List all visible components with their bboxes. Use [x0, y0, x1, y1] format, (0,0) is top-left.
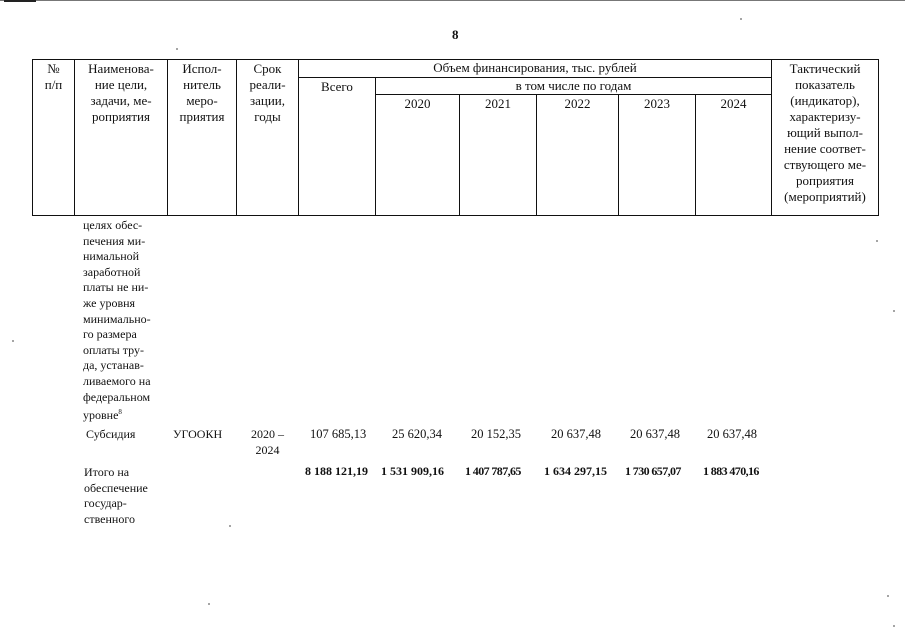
scan-speck — [876, 240, 878, 242]
header-executor: Испол- нитель меро- приятия — [167, 59, 236, 216]
row-continuation-name — [83, 218, 173, 424]
continuation-text: целях обес- печения ми- нимальной заработной платы не ни- же уровня минимально- го размера оплаты тру- да, устанав- ливаемого на федеральном уровне — [83, 218, 151, 423]
total-total: 8 188 121,19 — [305, 464, 368, 478]
subsidy-2022: 20 637,48 — [551, 427, 601, 441]
subsidy-executor: УГООКН — [173, 427, 223, 441]
subsidy-2023: 20 637,48 — [630, 427, 680, 441]
subsidy-term: 2020 – 2024 — [251, 427, 284, 457]
header-year-2020: 2020 — [375, 94, 459, 216]
subsidy-total: 107 685,13 — [310, 427, 367, 441]
footnote-marker: 8 — [118, 408, 122, 417]
page-number: 8 — [452, 27, 459, 42]
header-term: Срок реали- зации, годы — [236, 59, 298, 216]
header-year-2021: 2021 — [459, 94, 536, 216]
subsidy-2021: 20 152,35 — [471, 427, 521, 441]
total-2021: 1 407 787,65 — [465, 464, 521, 478]
total-2022: 1 634 297,15 — [544, 464, 607, 478]
header-by-year: в том числе по годам — [375, 77, 771, 94]
scan-speck — [893, 310, 895, 312]
header-year-2024: 2024 — [695, 94, 771, 216]
scan-speck — [176, 48, 178, 50]
top-rule-mark — [4, 0, 36, 2]
total-name: Итого на обеспечение государ- ственного — [84, 465, 148, 526]
header-funding: Объем финансирования, тыс. рублей — [298, 59, 771, 77]
header-number: № п/п — [32, 59, 74, 216]
header-total: Всего — [298, 77, 375, 216]
scan-speck — [229, 525, 231, 527]
subsidy-name: Субсидия — [86, 427, 136, 441]
header-year-2022: 2022 — [536, 94, 618, 216]
scan-speck — [740, 18, 742, 20]
scan-speck — [887, 595, 889, 597]
header-indicator: Тактический показатель (индикатор), характеризу- ющий выпол- нение соответ- ствующего ме- роприятия (мероприятий) — [771, 59, 879, 216]
subsidy-2020: 25 620,34 — [392, 427, 442, 441]
top-rule — [0, 0, 905, 1]
total-2023: 1 730 657,07 — [625, 464, 681, 478]
total-2020: 1 531 909,16 — [381, 464, 444, 478]
scan-speck — [893, 625, 895, 627]
scan-speck — [12, 340, 14, 342]
total-2024: 1 883 470,16 — [703, 464, 759, 478]
header-year-2023: 2023 — [618, 94, 695, 216]
header-name: Наименова- ние цели, задачи, ме- роприятия — [74, 59, 167, 216]
subsidy-2024: 20 637,48 — [707, 427, 757, 441]
scan-speck — [208, 603, 210, 605]
